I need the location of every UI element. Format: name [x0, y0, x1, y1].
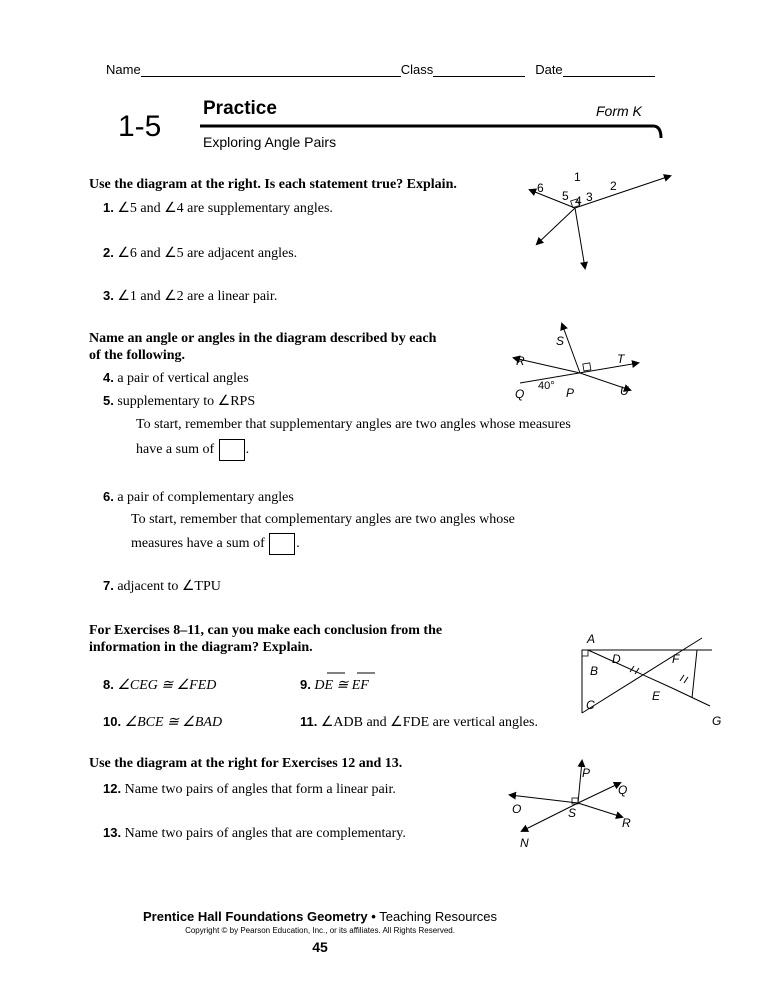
footer-title: Prentice Hall Foundations Geometry • Teaching Resources [142, 909, 498, 924]
label-5: 5 [562, 189, 569, 203]
section4-instruction: Use the diagram at the right for Exercises 12 and 13. [89, 756, 403, 771]
name-line[interactable] [141, 62, 401, 77]
label-A: A [587, 632, 596, 646]
section3-instruction-line2: information in the diagram? Explain. [89, 640, 313, 655]
label-3: 3 [586, 190, 593, 204]
lesson-title: Practice [203, 98, 277, 119]
date-line[interactable] [563, 62, 655, 77]
question-7: 7. adjacent to ∠TPU [103, 578, 221, 594]
label-P: P [582, 766, 591, 780]
label-2: 2 [610, 179, 617, 193]
label-4: 4 [575, 194, 582, 208]
label-O: O [512, 802, 522, 816]
label-R: R [516, 354, 525, 368]
question-9: 9. DE ≅ EF [300, 677, 369, 693]
label-P: P [566, 386, 575, 400]
question-1: 1. ∠5 and ∠4 are supplementary angles. [103, 200, 333, 216]
hint-5-line1: To start, remember that supplementary angles are two angles whose measures [136, 417, 571, 432]
question-5: 5. supplementary to ∠RPS [103, 393, 256, 409]
answer-box-complementary[interactable] [269, 533, 295, 555]
name-row [106, 62, 655, 77]
question-3: 3. ∠1 and ∠2 are a linear pair. [103, 288, 278, 304]
label-C: C [586, 698, 595, 712]
label-B: B [590, 664, 599, 678]
label-6: 6 [537, 181, 544, 195]
question-12: 12. Name two pairs of angles that form a linear pair. [103, 781, 396, 797]
label-S: S [568, 806, 577, 820]
class-label: Class [400, 62, 434, 77]
question-11: 11. ∠ADB and ∠FDE are vertical angles. [300, 714, 539, 730]
question-6: 6. a pair of complementary angles [103, 489, 294, 505]
label-U: U [620, 384, 629, 398]
date-label: Date [535, 62, 563, 77]
label-F: F [672, 652, 680, 666]
label-40-degrees: 40° [538, 380, 555, 392]
label-R: R [622, 816, 631, 830]
hint-5-line2: have a sum of . [136, 439, 249, 461]
hint-6-line1: To start, remember that complementary angles are two angles whose [131, 512, 515, 527]
footer-copyright: Copyright © by Pearson Education, Inc., or its affiliates. All Rights Reserved. [185, 926, 455, 935]
diagram-rpstu [500, 318, 650, 410]
class-line[interactable] [433, 62, 525, 77]
name-label: Name [106, 62, 141, 77]
section1-instruction: Use the diagram at the right. Is each statement true? Explain. [89, 177, 457, 192]
label-E: E [652, 689, 661, 703]
diagram-abcdefg [572, 628, 722, 738]
question-10: 10. ∠BCE ≅ ∠BAD [103, 714, 223, 730]
label-D: D [612, 652, 621, 666]
question-8: 8. ∠CEG ≅ ∠FED [103, 677, 217, 693]
label-S: S [556, 334, 565, 348]
diagram-nopqrs [500, 755, 650, 850]
form-label: Form K [596, 103, 642, 119]
label-T: T [617, 352, 625, 366]
section3-instruction-line1: For Exercises 8–11, can you make each conclusion from the [89, 623, 443, 638]
answer-box-supplementary[interactable] [219, 439, 245, 461]
page-number: 45 [312, 939, 328, 955]
label-G: G [712, 714, 722, 728]
question-13: 13. Name two pairs of angles that are complementary. [103, 825, 406, 841]
segment-overbars [326, 670, 378, 676]
lesson-number: 1-5 [118, 110, 162, 143]
label-1: 1 [574, 170, 581, 184]
label-N: N [520, 836, 529, 850]
label-Q: Q [618, 783, 628, 797]
question-4: 4. a pair of vertical angles [103, 370, 249, 386]
question-2: 2. ∠6 and ∠5 are adjacent angles. [103, 245, 298, 261]
label-Q: Q [515, 387, 525, 401]
section2-instruction-line2: of the following. [89, 348, 186, 363]
hint-6-line2: measures have a sum of . [131, 533, 300, 555]
lesson-subtitle: Exploring Angle Pairs [203, 134, 337, 150]
section2-instruction-line1: Name an angle or angles in the diagram described by each [89, 331, 437, 346]
diagram-angles-1-6 [525, 162, 675, 274]
